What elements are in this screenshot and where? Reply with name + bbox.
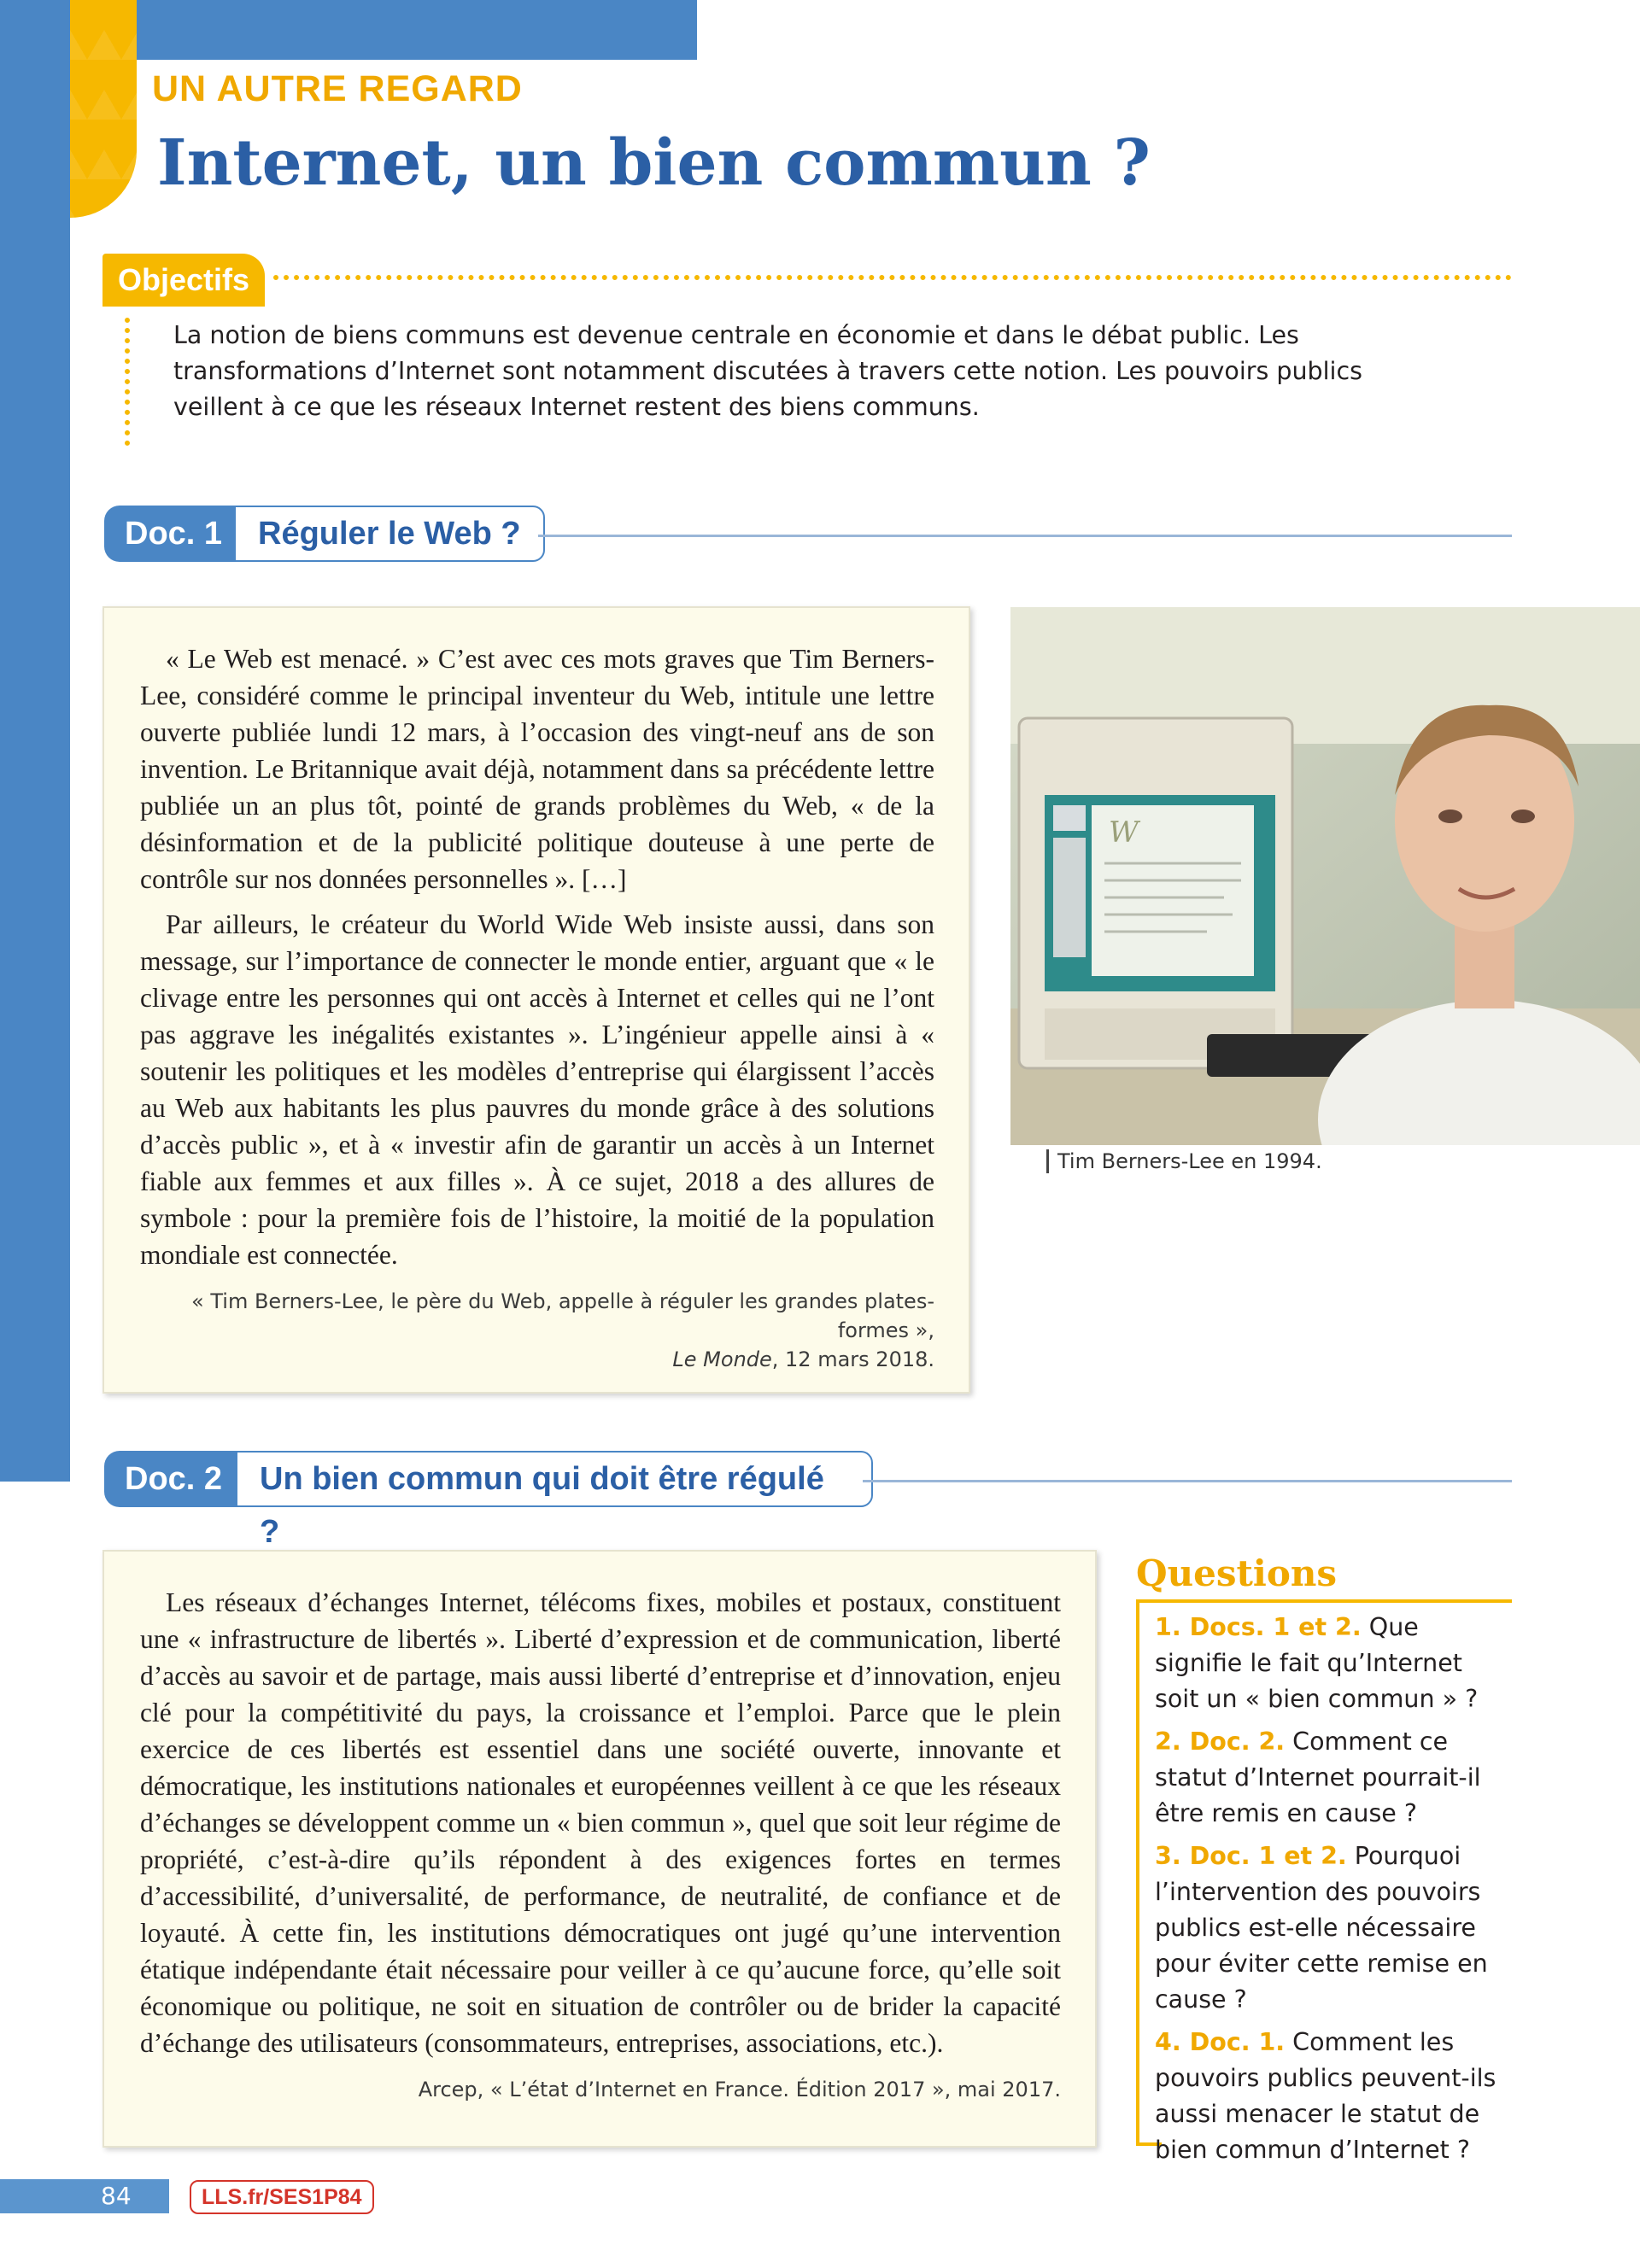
objectives-label: Objectifs bbox=[102, 254, 265, 307]
tim-berners-lee-photo bbox=[1010, 607, 1640, 1145]
doc1-source-publication: Le Monde bbox=[672, 1347, 772, 1371]
question-text: Que signifie le fait qu’Internet soit un « bien commun » ? bbox=[1155, 1613, 1479, 1713]
doc2-quote-box bbox=[102, 1550, 1097, 2148]
svg-text:W: W bbox=[1109, 815, 1139, 850]
doc1-header bbox=[104, 506, 548, 562]
resource-link[interactable]: LLS.fr/SES1P84 bbox=[190, 2180, 374, 2214]
question-text: Comment ce statut d’Internet pourrait-il être remis en cause ? bbox=[1155, 1727, 1481, 1827]
page-title: Internet, un bien commun ? bbox=[157, 126, 1151, 200]
doc1-number: Doc. 1 bbox=[104, 506, 243, 562]
doc2-paragraph: Les réseaux d’échanges Internet, télécoms fixes, mobiles et postaux, constituent une « infrastructure de libertés ». Liberté d’expression et de communication, liberté d’accès au savoir et de partage, mais aussi liberté d’entreprise et d’innovation, enjeu clé pour la compétitivité du pays, la croissance et l’emploi. Parce que le plein exercice de ces libertés est essentiel dans une société ouverte, innovante et démocratique, les institutions nationales et européennes veillent à ce que les réseaux d’échanges se développent comme un « bien commun », quel que soit leur régime de propriété, c’est-à-dire qu’ils répondent à des exigences fortes en termes d’accessibilité, d’universalité, de performance, de neutralité, de confiance et de loyauté. À cette fin, les institutions démocratiques ont jugé qu’une intervention étatique indépendante était nécessaire pour veiller à ce qu’aucune force, qu’elle soit économique ou politique, ne soit en situation de contrôler ou de brider la capacité d’échange des utilisateurs (consommateurs, entreprises, associations, etc.). bbox=[140, 1587, 1061, 2058]
doc1-source-date: , 12 mars 2018. bbox=[771, 1347, 934, 1371]
doc2-quote-text bbox=[140, 1584, 1061, 2061]
objectives-dotted-line bbox=[273, 275, 1512, 280]
question-ref: 4. Doc. 1. bbox=[1155, 2028, 1286, 2056]
question-item bbox=[1155, 1838, 1514, 2018]
doc1-title: Réguler le Web ? bbox=[234, 506, 545, 562]
doc1-quote-text bbox=[140, 640, 934, 1273]
question-ref: 3. Doc. 1 et 2. bbox=[1155, 1842, 1347, 1870]
left-blue-sidebar bbox=[0, 0, 70, 1482]
objectives-dotted-vertical bbox=[125, 318, 130, 446]
doc1-source bbox=[140, 1287, 934, 1374]
question-ref: 1. Docs. 1 et 2. bbox=[1155, 1613, 1362, 1641]
question-text: Pourquoi l’intervention des pouvoirs publics est-elle nécessaire pour éviter cette remise en cause ? bbox=[1155, 1842, 1488, 2014]
photo-illustration bbox=[1010, 607, 1640, 1145]
page-number: 84 bbox=[101, 2182, 132, 2210]
question-ref: 2. Doc. 2. bbox=[1155, 1727, 1286, 1756]
question-item bbox=[1155, 2025, 1514, 2168]
questions-list bbox=[1155, 1610, 1514, 2175]
section-kicker: UN AUTRE REGARD bbox=[152, 68, 523, 109]
doc1-paragraph: Par ailleurs, le créateur du World Wide Web insiste aussi, dans son message, sur l’importance de connecter le monde entier, arguant que « le clivage entre les personnes qui ont accès à Internet et celles qui ne l’ont pas aggrave les inégalités existantes ». L’ingénieur appelle ainsi à « soutenir les politiques et les modèles d’entreprise qui élargissent l’accès au Web aux habitants les plus pauvres du monde grâce à des solutions d’accès public », et à « investir afin de garantir un accès à un Internet fiable aux femmes et aux filles ». À ce sujet, 2018 a des allures de symbole : pour la première fois de l’histoire, la moitié de la population mondiale est connectée. bbox=[140, 909, 934, 1270]
doc2-number: Doc. 2 bbox=[104, 1451, 243, 1507]
yellow-hex-corner-decoration bbox=[70, 0, 137, 218]
question-text: Comment les pouvoirs publics peuvent-ils aussi menacer le statut de bien commun d’Internet ? bbox=[1155, 2028, 1496, 2164]
doc2-rule bbox=[863, 1480, 1512, 1482]
question-item bbox=[1155, 1610, 1514, 1717]
photo-caption: Tim Berners-Lee en 1994. bbox=[1046, 1149, 1322, 1173]
objectives-text: La notion de biens communs est devenue centrale en économie et dans le débat public. Les transformations d’Internet sont notamment discutées à travers cette notion. Les pouvoirs publics veillent à ce que les réseaux Internet restent des biens communs. bbox=[173, 321, 1362, 421]
doc2-title: Un bien commun qui doit être régulé ? bbox=[236, 1451, 873, 1507]
doc2-header bbox=[104, 1451, 873, 1550]
doc1-rule bbox=[538, 535, 1512, 537]
doc1-paragraph: « Le Web est menacé. » C’est avec ces mots graves que Tim Berners-Lee, considéré comme le principal inventeur du Web, intitule une lettre ouverte publiée lundi 12 mars, à l’occasion des vingt-neuf ans de son invention. Le Britannique avait déjà, notamment dans sa précédente lettre publiée un an plus tôt, pointé de grands problèmes du Web, « de la désinformation et de la publicité politique douteuse à une perte de contrôle sur nos données personnelles ». […] bbox=[140, 644, 934, 894]
doc1-quote-box bbox=[102, 606, 970, 1394]
doc1-source-title: « Tim Berners-Lee, le père du Web, appelle à réguler les grandes plates-formes », bbox=[191, 1289, 934, 1342]
questions-title: Questions bbox=[1136, 1552, 1338, 1594]
top-blue-band bbox=[70, 0, 697, 60]
question-item bbox=[1155, 1724, 1514, 1832]
footer-bar bbox=[0, 2179, 169, 2213]
doc2-source: Arcep, « L’état d’Internet en France. Édition 2017 », mai 2017. bbox=[418, 2078, 1061, 2101]
